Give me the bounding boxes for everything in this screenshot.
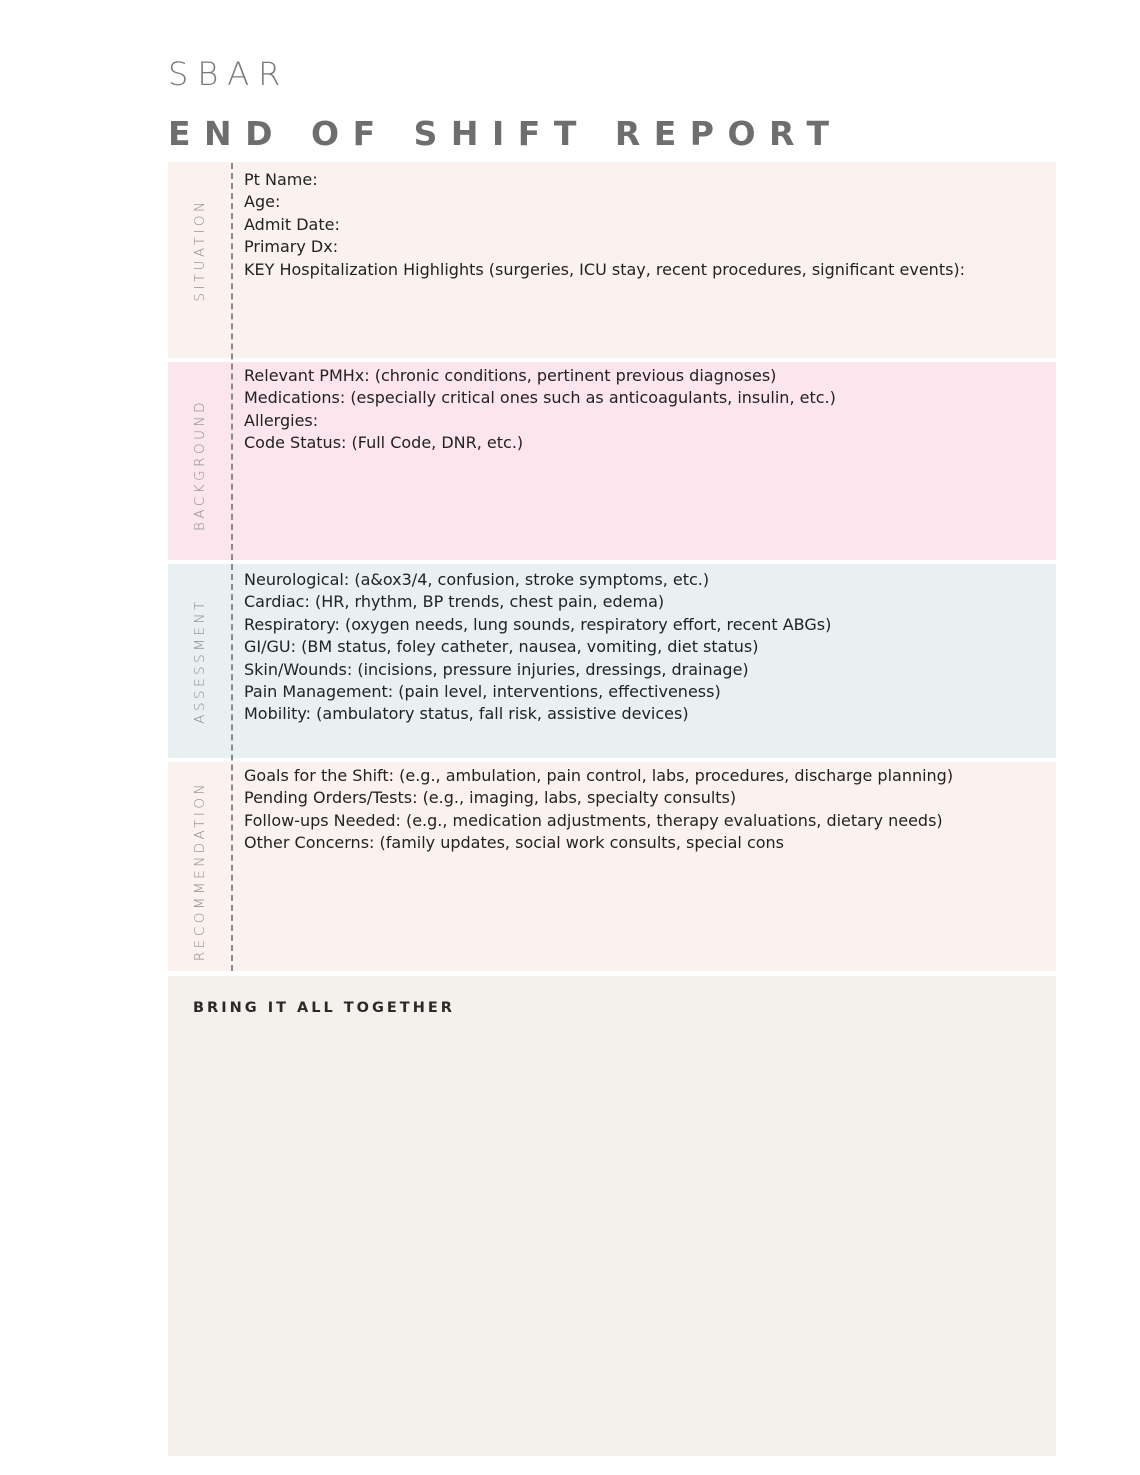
recommendation-label: RECOMMENDATION (192, 780, 208, 962)
background-item-code-status: Code Status: (Full Code, DNR, etc.) (244, 433, 524, 453)
background-section (168, 362, 1056, 560)
assessment-content (244, 569, 1040, 726)
background-item-medications: Medications: (especially critical ones such as anticoagulants, insulin, etc.) (244, 388, 836, 408)
situation-label-column (168, 162, 232, 358)
assessment-item-gi-gu: GI/GU: (BM status, foley catheter, nausea, vomiting, diet status) (244, 637, 759, 657)
background-label: BACKGROUND (192, 399, 208, 531)
background-content (244, 365, 1040, 455)
page-subtitle: END OF SHIFT REPORT (168, 114, 843, 153)
situation-content (244, 169, 1040, 281)
assessment-item-skin-wounds: Skin/Wounds: (incisions, pressure injuries, dressings, drainage) (244, 659, 749, 679)
recommendation-item-follow-ups: Follow-ups Needed: (e.g., medication adjustments, therapy evaluations, dietary needs) (244, 810, 943, 830)
background-item-pmhx: Relevant PMHx: (chronic conditions, pertinent previous diagnoses) (244, 366, 777, 385)
recommendation-item-goals: Goals for the Shift: (e.g., ambulation, pain control, labs, procedures, discharge planning) (244, 766, 954, 785)
assessment-item-respiratory: Respiratory: (oxygen needs, lung sounds, respiratory effort, recent ABGs) (244, 614, 832, 634)
page-title: SBAR (168, 55, 290, 93)
situation-item-admit-date: Admit Date: (244, 214, 340, 234)
assessment-label-column (168, 564, 232, 758)
situation-item-pt-name: Pt Name: (244, 170, 318, 189)
background-label-column (168, 362, 232, 560)
situation-item-age: Age: (244, 192, 281, 212)
assessment-item-pain: Pain Management: (pain level, interventions, effectiveness) (244, 682, 721, 702)
situation-item-highlights: KEY Hospitalization Highlights (surgeries, ICU stay, recent procedures, significant events): (244, 259, 966, 279)
assessment-item-cardiac: Cardiac: (HR, rhythm, BP trends, chest pain, edema) (244, 592, 665, 612)
assessment-label: ASSESSMENT (192, 598, 208, 724)
situation-section (168, 162, 1056, 358)
situation-label: SITUATION (192, 198, 208, 302)
situation-item-primary-dx: Primary Dx: (244, 237, 339, 257)
assessment-item-neurological: Neurological: (a&ox3/4, confusion, stroke symptoms, etc.) (244, 570, 710, 589)
recommendation-section (168, 762, 1056, 971)
recommendation-content (244, 765, 1040, 855)
assessment-item-mobility: Mobility: (ambulatory status, fall risk, assistive devices) (244, 704, 689, 724)
section-divider-line (231, 163, 233, 971)
background-item-allergies: Allergies: (244, 410, 319, 430)
recommendation-item-pending: Pending Orders/Tests: (e.g., imaging, labs, specialty consults) (244, 788, 737, 808)
bring-it-together-box (168, 976, 1056, 1456)
recommendation-item-other: Other Concerns: (family updates, social work consults, special cons (244, 833, 785, 853)
recommendation-label-column (168, 762, 232, 971)
assessment-section (168, 564, 1056, 758)
bring-it-together-label: BRING IT ALL TOGETHER (193, 1000, 455, 1016)
